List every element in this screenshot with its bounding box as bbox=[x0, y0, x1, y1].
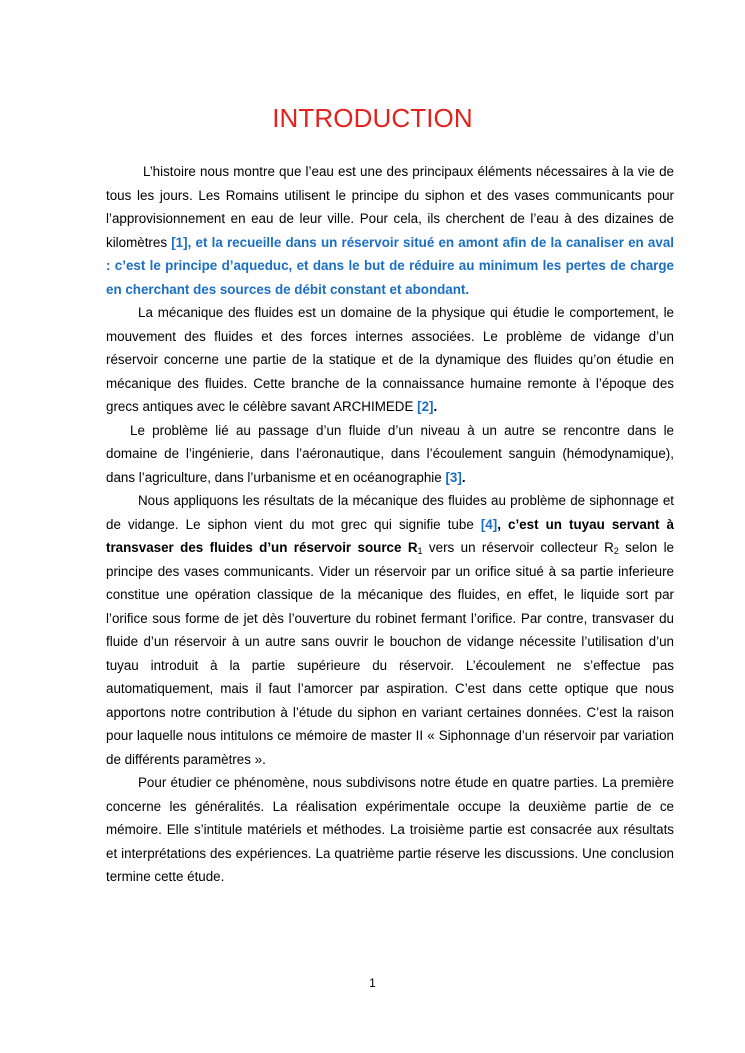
paragraph-text: . bbox=[433, 399, 438, 414]
paragraph-text: , et la recueille dans un réservoir situé en amont afin de la canaliser en aval : c’est le principe d’aqueduc, et dans le but de réduire au minimum les pertes de charge en cherchant des sources de débit constant et abondant. bbox=[106, 234, 674, 297]
paragraph-4 bbox=[106, 489, 674, 771]
page-title: INTRODUCTION bbox=[272, 103, 473, 133]
paragraph-text: L’histoire nous montre que l’eau est une des principaux éléments nécessaires à la vie de tous les jours. Les Romains utilisent le principe du siphon et des vases communicants pour l’approvisionnement en eau de leur ville. Pour cela, ils cherchent de l’eau à des dizaines de kilomètres bbox=[106, 164, 674, 250]
paragraph-2 bbox=[106, 301, 674, 419]
subscript: 1 bbox=[417, 546, 423, 556]
paragraph-text: Pour étudier ce phénomène, nous subdivisons notre étude en quatre parties. La première concerne les généralités. La réalisation expérimentale occupe la deuxième partie de ce mémoire. Elle s’intitule matériels et méthodes. La troisième partie est consacrée aux résultats et interprétations des expériences. La quatrième partie réserve les discussions. Une conclusion termine cette étude. bbox=[106, 775, 674, 884]
paragraph-text: . bbox=[461, 469, 466, 485]
reference-link: [3] bbox=[445, 469, 462, 485]
paragraph-text: Le problème lié au passage d’un fluide d’un niveau à un autre se rencontre dans le domaine de l’ingénierie, dans l’aéronautique, dans l’écoulement sanguin (hémodynamique), dans l’agriculture, dans l’urbanisme et en océanographie bbox=[106, 422, 674, 485]
introduction-body bbox=[106, 160, 674, 889]
reference-link: [1] bbox=[171, 234, 188, 250]
reference-link: [4] bbox=[480, 516, 498, 532]
paragraph-text: , c’est un tuyau servant à transvaser des fluides d’un réservoir source R bbox=[106, 516, 674, 555]
page-number: 1 bbox=[369, 976, 376, 990]
paragraph-text: Nous appliquons les résultats de la mécanique des fluides au problème de siphonnage et de vidange. Le siphon vient du mot grec qui signifie tube bbox=[106, 493, 674, 532]
paragraph-3 bbox=[106, 419, 674, 490]
paragraph-1 bbox=[106, 160, 674, 301]
paragraph-text: vers un réservoir collecteur R bbox=[422, 540, 614, 555]
reference-link: [2] bbox=[417, 399, 434, 414]
paragraph-5 bbox=[106, 771, 674, 889]
paragraph-text: selon le principe des vases communicants. Vider un réservoir par un orifice situé à sa partie inferieure constitue une opération classique de la mécanique des fluides, en effet, le liquide sort par l’orifice sous forme de jet dès l’ouverture du robinet fermant l’orifice. Par contre, transvaser du fluide d’un réservoir à un autre sans ouvrir le bouchon de vidange nécessite l’utilisation d’un tuyau introduit à la partie supérieure du réservoir. L’écoulement ne s’effectue pas automatiquement, mais il faut l’amorcer par aspiration. C’est dans cette optique que nous apportons notre contribution à l’étude du siphon en variant certaines données. C’est la raison pour laquelle nous intitulons ce mémoire de master II « Siphonnage d’un réservoir par variation de différents paramètres ». bbox=[106, 540, 675, 767]
subscript: 2 bbox=[613, 546, 619, 556]
paragraph-text: La mécanique des fluides est un domaine de la physique qui étudie le comportement, le mouvement des fluides et des forces internes associées. Le problème de vidange d’un réservoir concerne une partie de la statique et de la dynamique des fluides qu’on étudie en mécanique des fluides. Cette branche de la connaissance humaine remonte à l’époque des grecs antiques avec le célèbre savant ARCHIMEDE bbox=[106, 305, 674, 414]
